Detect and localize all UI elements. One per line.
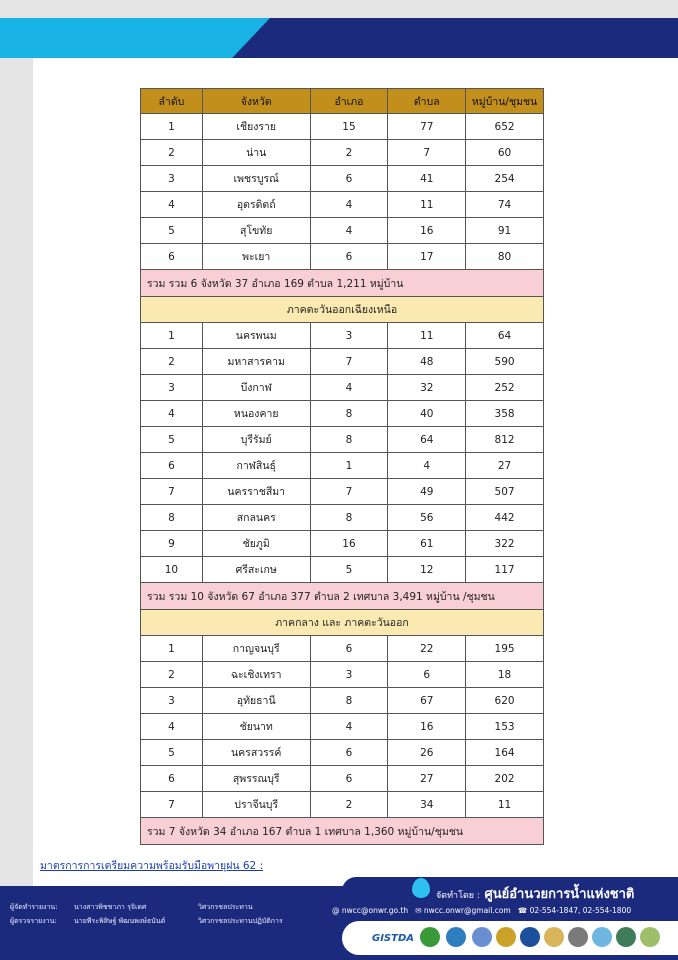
- table-row: [141, 636, 544, 662]
- region-row: [141, 297, 544, 323]
- summary-text: รวม 7 จังหวัด 34 อำเภอ 167 ตำบล 1 เทศบาล 1,360 หมู่บ้าน/ชุมชน: [141, 818, 544, 845]
- cell-order: 10: [141, 557, 203, 583]
- cell-province: หนองคาย: [202, 401, 310, 427]
- region-title: ภาคตะวันออกเฉียงเหนือ: [141, 297, 544, 323]
- email-icon: @: [332, 906, 340, 915]
- cell-village: 322: [466, 531, 544, 557]
- cell-subdistrict: 32: [388, 375, 466, 401]
- cell-subdistrict: 12: [388, 557, 466, 583]
- footer-dept-preparer: วิศวกรชลประทาน: [198, 903, 253, 911]
- cell-subdistrict: 56: [388, 505, 466, 531]
- cell-order: 1: [141, 323, 203, 349]
- cell-order: 6: [141, 766, 203, 792]
- water-drop-icon: [412, 878, 430, 898]
- cell-district: 4: [310, 375, 388, 401]
- cell-district: 6: [310, 636, 388, 662]
- cell-village: 60: [466, 140, 544, 166]
- cell-order: 4: [141, 192, 203, 218]
- table-row: [141, 766, 544, 792]
- cell-order: 3: [141, 375, 203, 401]
- cell-province: ปราจีนบุรี: [202, 792, 310, 818]
- cell-province: ชัยนาท: [202, 714, 310, 740]
- partner-logo-icon: [420, 927, 440, 947]
- table-row: [141, 218, 544, 244]
- cell-village: 18: [466, 662, 544, 688]
- cell-village: 27: [466, 453, 544, 479]
- email-secondary[interactable]: nwcc.onwr@gmail.com: [423, 906, 511, 915]
- cell-district: 4: [310, 714, 388, 740]
- partner-logo-icon: [568, 927, 588, 947]
- cell-village: 80: [466, 244, 544, 270]
- cell-village: 74: [466, 192, 544, 218]
- cell-village: 252: [466, 375, 544, 401]
- cell-district: 4: [310, 218, 388, 244]
- cell-province: อุทัยธานี: [202, 688, 310, 714]
- email-primary[interactable]: nwcc@onwr.go.th: [341, 906, 409, 915]
- footer-role-preparer: ผู้จัดทำรายงาน:: [10, 903, 58, 911]
- cell-district: 16: [310, 531, 388, 557]
- cell-district: 8: [310, 688, 388, 714]
- cell-order: 6: [141, 453, 203, 479]
- cell-district: 7: [310, 479, 388, 505]
- cell-province: มหาสารคาม: [202, 349, 310, 375]
- cell-subdistrict: 6: [388, 662, 466, 688]
- cell-district: 15: [310, 114, 388, 140]
- table-row: [141, 505, 544, 531]
- cell-province: ศรีสะเกษ: [202, 557, 310, 583]
- partner-logos: [342, 921, 678, 955]
- cell-village: 620: [466, 688, 544, 714]
- cell-order: 4: [141, 714, 203, 740]
- cell-district: 2: [310, 792, 388, 818]
- phone-icon: ☎: [517, 906, 528, 915]
- col-header-village: หมู่บ้าน/ชุมชน: [466, 89, 544, 114]
- cell-village: 64: [466, 323, 544, 349]
- cell-village: 590: [466, 349, 544, 375]
- col-header-province: จังหวัด: [202, 89, 310, 114]
- partner-logo-icon: [496, 927, 516, 947]
- cell-order: 9: [141, 531, 203, 557]
- col-header-order: ลำดับ: [141, 89, 203, 114]
- cell-order: 3: [141, 166, 203, 192]
- cell-subdistrict: 49: [388, 479, 466, 505]
- cell-village: 202: [466, 766, 544, 792]
- footer-name-preparer: นางสาวพิชชาภา รุจิเดศ: [74, 903, 147, 911]
- mail-icon: ✉: [415, 906, 422, 915]
- cell-subdistrict: 64: [388, 427, 466, 453]
- cell-district: 6: [310, 166, 388, 192]
- org-prefix: จัดทำโดย :: [436, 891, 480, 901]
- cell-order: 3: [141, 688, 203, 714]
- cell-village: 507: [466, 479, 544, 505]
- cell-order: 7: [141, 792, 203, 818]
- cell-district: 3: [310, 323, 388, 349]
- preparedness-link[interactable]: มาตรการการเตรียมความพร้อมรับมือพายุฝน 62 :: [40, 860, 264, 872]
- table-row: [141, 244, 544, 270]
- cell-province: นครสวรรค์: [202, 740, 310, 766]
- cell-subdistrict: 61: [388, 531, 466, 557]
- cell-order: 6: [141, 244, 203, 270]
- cell-province: ชัยภูมิ: [202, 531, 310, 557]
- cell-district: 6: [310, 740, 388, 766]
- cell-village: 254: [466, 166, 544, 192]
- cell-province: เพชรบูรณ์: [202, 166, 310, 192]
- cell-village: 164: [466, 740, 544, 766]
- cell-village: 153: [466, 714, 544, 740]
- cell-subdistrict: 11: [388, 323, 466, 349]
- partner-logo-icon: [520, 927, 540, 947]
- cell-subdistrict: 67: [388, 688, 466, 714]
- org-title: [436, 883, 634, 904]
- cell-subdistrict: 4: [388, 453, 466, 479]
- cell-province: นครราชสีมา: [202, 479, 310, 505]
- table-header-row: [141, 89, 544, 114]
- contact-line: [332, 906, 631, 915]
- cell-province: บึงกาฬ: [202, 375, 310, 401]
- partner-logo-icon: [592, 927, 612, 947]
- cell-village: 442: [466, 505, 544, 531]
- table-row: [141, 114, 544, 140]
- cell-subdistrict: 34: [388, 792, 466, 818]
- table-row: [141, 401, 544, 427]
- cell-village: 358: [466, 401, 544, 427]
- table-row: [141, 375, 544, 401]
- cell-district: 8: [310, 401, 388, 427]
- table-row: [141, 323, 544, 349]
- partner-logo-icon: [472, 927, 492, 947]
- partner-logo-icon: [446, 927, 466, 947]
- table-row: [141, 557, 544, 583]
- col-header-subdistrict: ตำบล: [388, 89, 466, 114]
- cell-province: พะเยา: [202, 244, 310, 270]
- cell-district: 7: [310, 349, 388, 375]
- cell-order: 5: [141, 427, 203, 453]
- cell-village: 91: [466, 218, 544, 244]
- cell-village: 11: [466, 792, 544, 818]
- cell-district: 6: [310, 766, 388, 792]
- cell-subdistrict: 22: [388, 636, 466, 662]
- cell-subdistrict: 48: [388, 349, 466, 375]
- cell-subdistrict: 27: [388, 766, 466, 792]
- cell-order: 8: [141, 505, 203, 531]
- cell-village: 117: [466, 557, 544, 583]
- cell-province: อุตรดิตถ์: [202, 192, 310, 218]
- cell-province: เชียงราย: [202, 114, 310, 140]
- footer-role-reviewer: ผู้ตรวจรายงาน:: [10, 917, 57, 925]
- cell-province: สุโขทัย: [202, 218, 310, 244]
- partner-logo-icon: [616, 927, 636, 947]
- org-name: ศูนย์อำนวยการน้ำแห่งชาติ: [484, 887, 635, 902]
- cell-province: บุรีรัมย์: [202, 427, 310, 453]
- cell-district: 8: [310, 505, 388, 531]
- partner-logo-icon: [544, 927, 564, 947]
- cell-province: ฉะเชิงเทรา: [202, 662, 310, 688]
- table-row: [141, 427, 544, 453]
- summary-text: รวม รวม 6 จังหวัด 37 อำเภอ 169 ตำบล 1,211 หมู่บ้าน: [141, 270, 544, 297]
- footer-name-reviewer: นายพีระพิสิษฐ์ พัฒนพงษ์ธนันต์: [74, 917, 166, 925]
- province-table: [140, 88, 544, 845]
- region-row: [141, 610, 544, 636]
- cell-subdistrict: 16: [388, 714, 466, 740]
- cell-subdistrict: 7: [388, 140, 466, 166]
- cell-order: 4: [141, 401, 203, 427]
- cell-subdistrict: 16: [388, 218, 466, 244]
- table-row: [141, 714, 544, 740]
- cell-province: น่าน: [202, 140, 310, 166]
- table-row: [141, 531, 544, 557]
- table-row: [141, 453, 544, 479]
- cell-order: 5: [141, 218, 203, 244]
- gistda-logo: GISTDA: [372, 933, 414, 944]
- cell-subdistrict: 40: [388, 401, 466, 427]
- cell-province: สกลนคร: [202, 505, 310, 531]
- summary-text: รวม รวม 10 จังหวัด 67 อำเภอ 377 ตำบล 2 เทศบาล 3,491 หมู่บ้าน /ชุมชน: [141, 583, 544, 610]
- table-row: [141, 688, 544, 714]
- table-row: [141, 662, 544, 688]
- cell-village: 812: [466, 427, 544, 453]
- footer-dept-reviewer: วิศวกรชลประทานปฏิบัติการ: [198, 917, 283, 925]
- cell-district: 2: [310, 140, 388, 166]
- partner-logo-icon: [640, 927, 660, 947]
- cell-district: 6: [310, 244, 388, 270]
- cell-district: 3: [310, 662, 388, 688]
- cell-subdistrict: 41: [388, 166, 466, 192]
- cell-order: 7: [141, 479, 203, 505]
- cell-subdistrict: 11: [388, 192, 466, 218]
- cell-village: 652: [466, 114, 544, 140]
- cell-subdistrict: 26: [388, 740, 466, 766]
- cell-district: 4: [310, 192, 388, 218]
- cell-subdistrict: 77: [388, 114, 466, 140]
- table-row: [141, 192, 544, 218]
- table-row: [141, 740, 544, 766]
- table-row: [141, 349, 544, 375]
- cell-province: กาฬสินธุ์: [202, 453, 310, 479]
- cell-order: 2: [141, 662, 203, 688]
- header-accent: [0, 18, 270, 58]
- table-row: [141, 166, 544, 192]
- summary-row: [141, 270, 544, 297]
- cell-district: 1: [310, 453, 388, 479]
- summary-row: [141, 583, 544, 610]
- table-row: [141, 479, 544, 505]
- cell-village: 195: [466, 636, 544, 662]
- cell-order: 1: [141, 114, 203, 140]
- cell-order: 5: [141, 740, 203, 766]
- table-row: [141, 140, 544, 166]
- col-header-district: อำเภอ: [310, 89, 388, 114]
- cell-subdistrict: 17: [388, 244, 466, 270]
- phone-number: 02-554-1847, 02-554-1800: [529, 906, 632, 915]
- cell-province: กาญจนบุรี: [202, 636, 310, 662]
- table-row: [141, 792, 544, 818]
- cell-district: 5: [310, 557, 388, 583]
- cell-order: 2: [141, 349, 203, 375]
- summary-row: [141, 818, 544, 845]
- cell-order: 2: [141, 140, 203, 166]
- cell-order: 1: [141, 636, 203, 662]
- region-title: ภาคกลาง และ ภาคตะวันออก: [141, 610, 544, 636]
- cell-district: 8: [310, 427, 388, 453]
- cell-province: สุพรรณบุรี: [202, 766, 310, 792]
- cell-province: นครพนม: [202, 323, 310, 349]
